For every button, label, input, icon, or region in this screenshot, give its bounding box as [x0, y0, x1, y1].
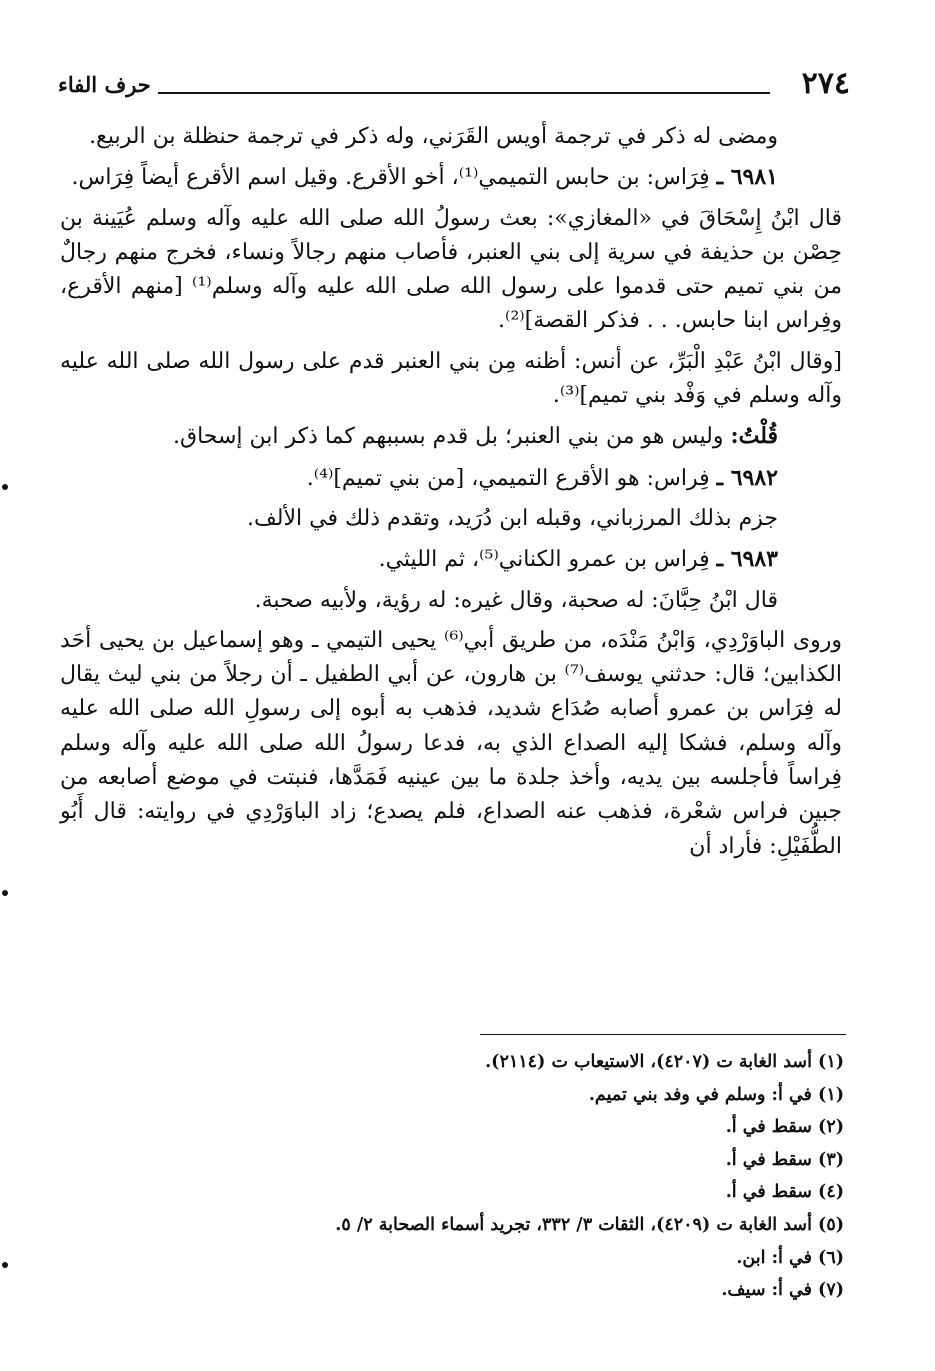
entry-number: ٦٩٨٢ ـ	[716, 464, 778, 491]
header-rule	[158, 92, 770, 94]
footnote: (٢) سقط في أ.	[725, 1117, 844, 1138]
chapter-title: حرف الفاء	[58, 72, 151, 97]
comment-text: وليس هو من بني العنبر؛ بل قدم بسببهم كما ذكر ابن إسحاق.	[173, 424, 731, 450]
paragraph: ومضى له ذكر في ترجمة أويس القَرَني، وله ذكر في ترجمة حنظلة بن الربيع.	[89, 124, 778, 149]
footnote-rule	[480, 1034, 846, 1035]
scan-speck	[2, 484, 8, 490]
page-number: ٢٧٤	[801, 66, 850, 101]
entry-6981	[60, 160, 842, 195]
paragraph: قال ابْنُ حِبَّانَ: له صحبة، وقال غيره: له رؤية، ولأبيه صحبة.	[254, 587, 778, 613]
entry-text: فِراس: هو الأقرع التميمي، [من بني تميم]⁽⁴⁾.	[306, 465, 717, 491]
footnote: (١) أسد الغابة ت (٤٢٠٧)، الاستيعاب ت (٢١١٤).	[485, 1052, 844, 1072]
paragraph: وروى الباوَرْدِي، وَابْنُ مَنْدَه، من طريق أبي⁽⁶⁾ يحيى التيمي ـ وهو إسماعيل بن يحيى أحَد الكذابين؛ قال: حدثني يوسف⁽⁷⁾ بن هارون، عن أبي الطفيل ـ أن رجلاً من بني ليث يقال له فِرَاس بن عمرو أصابه صُدَاع شديد، فذهب به أبوه إلى رسولِ الله صلى الله عليه وآله وسلم، فشكا إليه الصداع الذي به، فدعا رسولُ الله صلى الله عليه وآله وسلم فِراساً فأجلسه بين يديه، وأخذ جلدة ما بين عينيه فَمَدَّها، فنبتت في موضع أصابعه من جبين فراس شعْرة، فذهب عنه الصداع، فلم يصدع؛ زاد الباوَرْدِي في روايته: قال أَبُو الطُّفَيْلِ: فأراد أن	[60, 627, 842, 859]
comment-paragraph	[60, 419, 842, 454]
scan-speck	[2, 1262, 8, 1268]
entry-number: ٦٩٨١ ـ	[716, 164, 778, 191]
paragraph: جزم بذلك المرزباني، وقبله ابن دُرَيد، وتقدم ذلك في الألف.	[247, 505, 778, 531]
entry-6982	[60, 461, 842, 496]
scan-speck	[2, 890, 8, 896]
footnote: (٧) في أ: سيف.	[721, 1280, 844, 1301]
footnote: (٤) سقط في أ.	[725, 1182, 844, 1203]
entry-number: ٦٩٨٣ ـ	[716, 546, 778, 573]
entry-6983	[60, 542, 842, 577]
paragraph: قال ابْنُ إِسْحَاقَ في «المغازي»: بعث رسولُ الله صلى الله عليه وآله وسلم عُيَينة بن حِصْن بن حذيفة في سرية إلى بني العنبر، فأصاب منهم رجالاً ونساء، فخرج منهم رجالٌ من بني تميم حتى قدموا على رسول الله صلى الله عليه وآله وسلم⁽¹⁾ [منهم الأقرع، وفِراس ابنا حابس. . . فذكر القصة]⁽²⁾.	[60, 205, 842, 334]
paragraph: [وقال ابْنُ عَبْدِ الْبَرِّ، عن أنس: أظنه مِن بني العنبر قدم على رسول الله صلى الله عليه وآله وسلم في وَفْد بني تميم]⁽³⁾.	[60, 348, 842, 409]
footnote: (٥) أسد الغابة ت (٤٢٠٩)، الثقات ٣/ ٣٣٢، تجريد أسماء الصحابة ٢/ ٥.	[335, 1214, 844, 1235]
entry-text: فِرَاس: بن حابس التميمي⁽¹⁾، أخو الأقرع. وقيل اسم الأقرع أيضاً فِرَاس.	[71, 165, 717, 191]
comment-label: قُلْتُ:	[730, 423, 778, 450]
running-header	[58, 66, 850, 106]
footnote: (٦) في أ: ابن.	[736, 1247, 844, 1268]
entry-text: فِراس بن عمرو الكناني⁽⁵⁾، ثم الليثي.	[378, 547, 717, 573]
main-text	[60, 120, 842, 870]
footnote: (١) في أ: وسلم في وفد بني تميم.	[588, 1084, 844, 1105]
footnotes	[60, 1046, 844, 1307]
footnote: (٣) سقط في أ.	[725, 1149, 844, 1170]
